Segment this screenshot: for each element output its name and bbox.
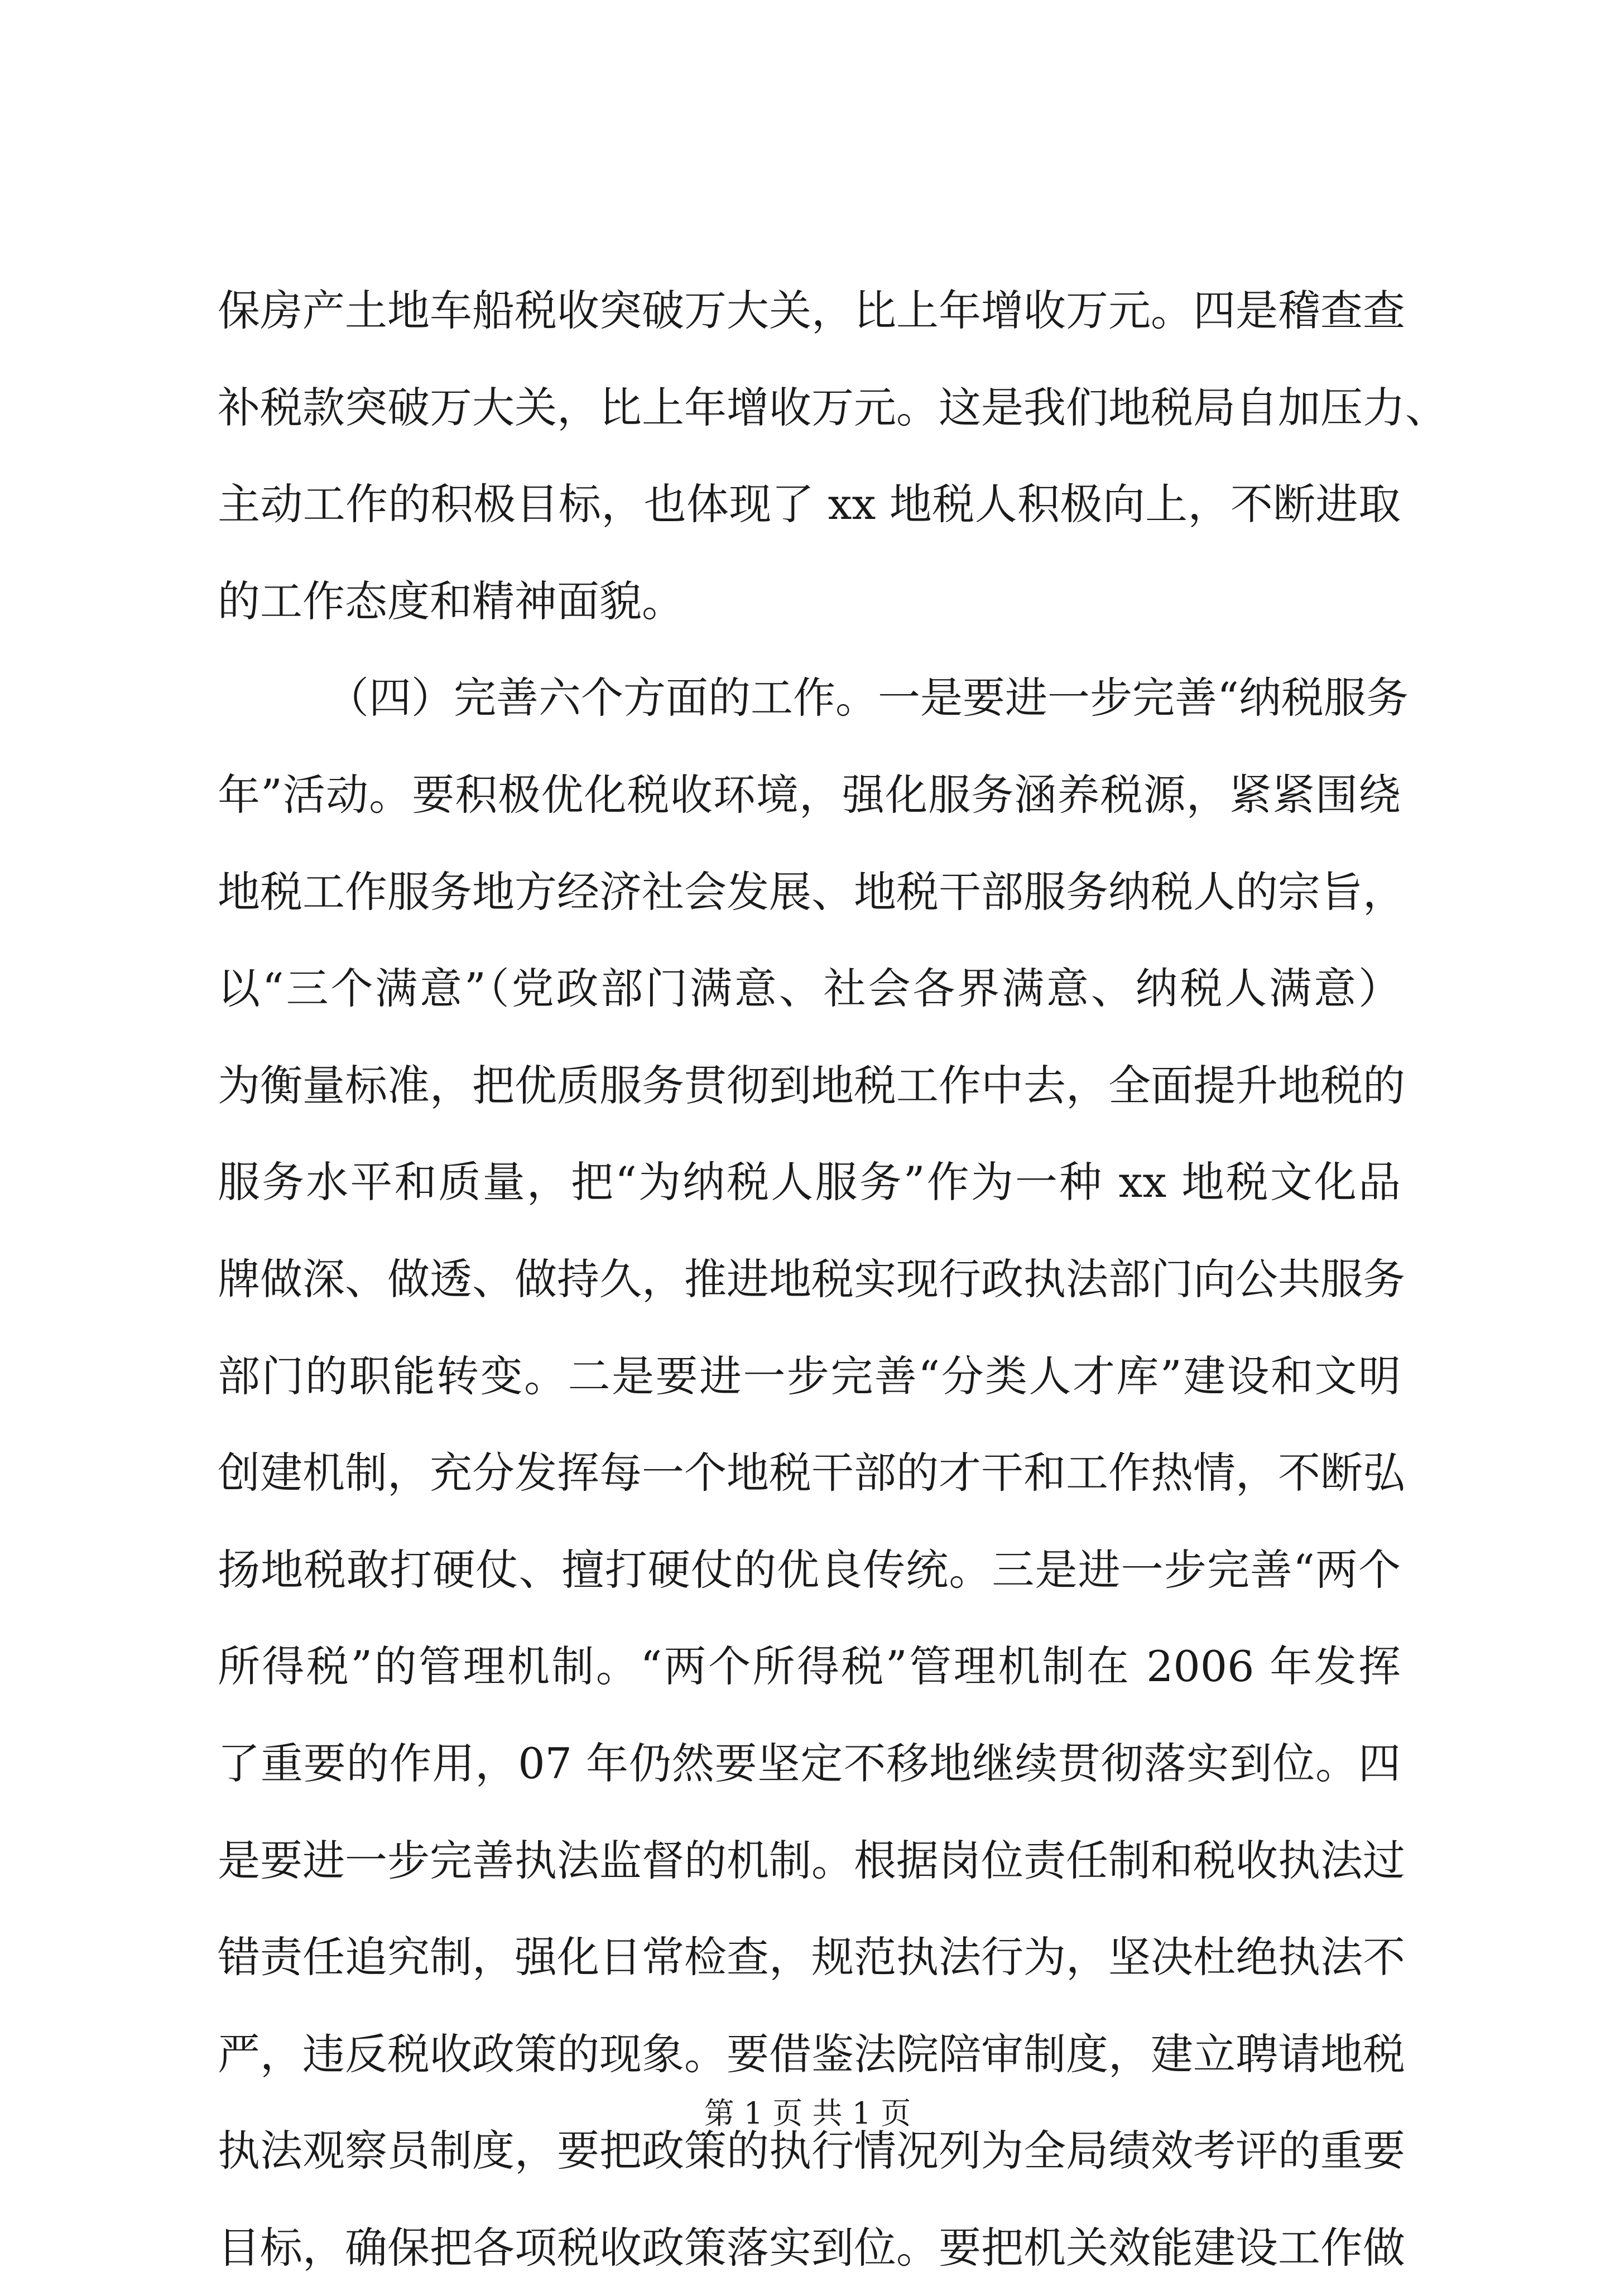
text-line: （四）完善六个方面的工作。一是要进一步完善“纳税服务 [326,673,1409,723]
text-line: 严，违反税收政策的现象。要借鉴法院陪审制度，建立聘请地税 [218,2029,1405,2079]
text-line: 目标，确保把各项税收政策落实到位。要把机关效能建设工作做 [218,2222,1405,2273]
text-line: 部门的职能转变。二是要进一步完善“分类人才库”建设和文明 [218,1351,1401,1401]
text-line: 的工作态度和精神面貌。 [218,576,684,626]
document-body [218,262,1448,2296]
text-line: 所得税”的管理机制。“两个所得税”管理机制在 2006 年发挥 [218,1642,1401,1692]
page-number-label: 第 1 页 共 1 页 [704,2096,911,2131]
text-line: 扬地税敢打硬仗、擅打硬仗的优良传统。三是进一步完善“两个 [218,1544,1401,1595]
text-line: 补税款突破万大关，比上年增收万元。这是我们地税局自加压力、 [218,382,1448,432]
text-line: 以“三个满意”（党政部门满意、社会各界满意、纳税人满意） [218,964,1401,1014]
text-line: 执法观察员制度，要把政策的执行情况列为全局绩效考评的重要 [218,2126,1405,2176]
text-line: 为衡量标准，把优质服务贯彻到地税工作中去，全面提升地税的 [218,1060,1405,1110]
text-line: 错责任追究制，强化日常检查，规范执法行为，坚决杜绝执法不 [218,1932,1405,1982]
text-line: 地税工作服务地方经济社会发展、地税干部服务纳税人的宗旨， [218,867,1405,917]
text-line: 了重要的作用，07 年仍然要坚定不移地继续贯彻落实到位。四 [218,1738,1401,1788]
text-line: 是要进一步完善执法监督的机制。根据岗位责任制和税收执法过 [218,1835,1405,1885]
text-line: 创建机制，充分发挥每一个地税干部的才干和工作热情，不断弘 [218,1448,1405,1498]
text-line: 牌做深、做透、做持久，推进地税实现行政执法部门向公共服务 [218,1254,1405,1304]
text-line: 服务水平和质量，把“为纳税人服务”作为一种 xx 地税文化品 [218,1157,1401,1207]
page-footer [0,2090,1615,2133]
text-line: 保房产土地车船税收突破万大关，比上年增收万元。四是稽查查 [218,286,1405,335]
text-line: 年”活动。要积极优化税收环境，强化服务涵养税源，紧紧围绕 [218,769,1401,820]
text-line: 主动工作的积极目标，也体现了 xx 地税人积极向上，不断进取 [218,479,1401,530]
